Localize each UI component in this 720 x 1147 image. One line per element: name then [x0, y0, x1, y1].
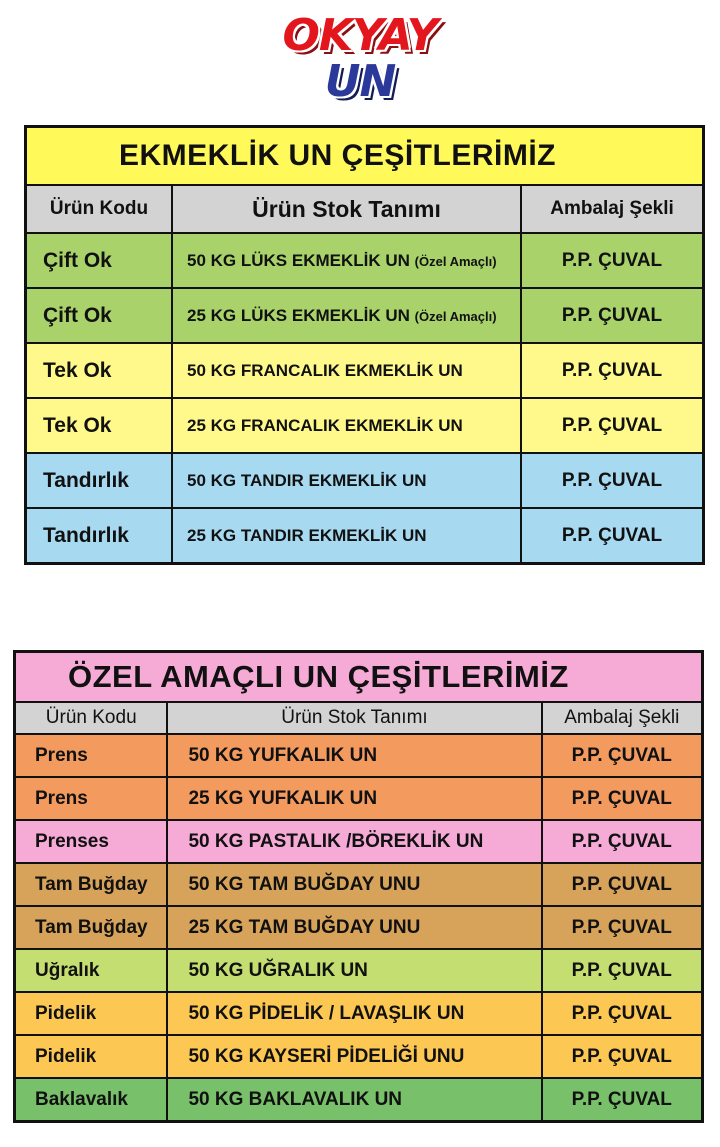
packaging-cell: P.P. ÇUVAL	[521, 233, 704, 288]
table-row	[15, 863, 703, 906]
product-code-cell: Tek Ok	[26, 398, 173, 453]
table-row	[15, 949, 703, 992]
description-text: 50 KG KAYSERİ PİDELİĞİ UNU	[188, 1045, 465, 1067]
table-header-row	[26, 185, 704, 233]
table-row	[15, 734, 703, 777]
description-text: 25 KG YUFKALIK UN	[188, 787, 378, 809]
table-header-row	[15, 702, 703, 734]
stock-description-cell	[172, 233, 521, 288]
description-text: 50 KG FRANCALIK EKMEKLİK UN	[187, 360, 463, 380]
stock-description-cell	[172, 453, 521, 508]
stock-description-cell	[167, 1035, 541, 1078]
product-code-cell: Pidelik	[15, 1035, 168, 1078]
stock-description-cell	[167, 992, 541, 1035]
header-stock-description: Ürün Stok Tanımı	[172, 185, 521, 233]
packaging-cell: P.P. ÇUVAL	[521, 453, 704, 508]
table-row	[26, 288, 704, 343]
packaging-cell: P.P. ÇUVAL	[542, 777, 703, 820]
packaging-cell: P.P. ÇUVAL	[542, 734, 703, 777]
packaging-cell: P.P. ÇUVAL	[542, 1035, 703, 1078]
description-text: 50 KG BAKLAVALIK UN	[188, 1088, 403, 1110]
brand-logo	[0, 8, 720, 108]
logo-line-okyay: OKYAY	[282, 10, 438, 61]
table-title-row	[15, 652, 703, 703]
description-text: 25 KG TANDIR EKMEKLİK UN	[187, 525, 427, 545]
product-code-cell: Çift Ok	[26, 288, 173, 343]
packaging-cell: P.P. ÇUVAL	[521, 343, 704, 398]
packaging-cell: P.P. ÇUVAL	[542, 992, 703, 1035]
stock-description-cell	[167, 734, 541, 777]
product-code-cell: Tandırlık	[26, 508, 173, 564]
description-text: 50 KG TANDIR EKMEKLİK UN	[187, 470, 427, 490]
header-stock-description: Ürün Stok Tanımı	[167, 702, 541, 734]
product-code-cell: Prens	[15, 777, 168, 820]
stock-description-cell	[172, 398, 521, 453]
stock-description-cell	[172, 288, 521, 343]
stock-description-cell	[167, 1078, 541, 1122]
table-row	[15, 1035, 703, 1078]
stock-description-cell	[167, 820, 541, 863]
packaging-cell: P.P. ÇUVAL	[521, 508, 704, 564]
table-title-row	[26, 127, 704, 186]
description-text: 25 KG FRANCALIK EKMEKLİK UN	[187, 415, 463, 435]
description-text: 50 KG PASTALIK /BÖREKLİK UN	[188, 830, 484, 852]
product-code-cell: Tek Ok	[26, 343, 173, 398]
table-body	[15, 734, 703, 1122]
table-row	[15, 777, 703, 820]
description-text: 50 KG PİDELİK / LAVAŞLIK UN	[188, 1002, 465, 1024]
packaging-cell: P.P. ÇUVAL	[542, 820, 703, 863]
header-packaging: Ambalaj Şekli	[521, 185, 704, 233]
packaging-cell: P.P. ÇUVAL	[542, 906, 703, 949]
product-code-cell: Pidelik	[15, 992, 168, 1035]
description-note: (Özel Amaçlı)	[414, 253, 497, 269]
packaging-cell: P.P. ÇUVAL	[542, 949, 703, 992]
stock-description-cell	[167, 949, 541, 992]
stock-description-cell	[167, 777, 541, 820]
table-row	[26, 398, 704, 453]
product-code-cell: Çift Ok	[26, 233, 173, 288]
table-body	[26, 233, 704, 564]
stock-description-cell	[172, 343, 521, 398]
packaging-cell: P.P. ÇUVAL	[521, 288, 704, 343]
bread-flour-table	[24, 125, 705, 565]
packaging-cell: P.P. ÇUVAL	[542, 1078, 703, 1122]
logo-line-un: UN	[324, 56, 396, 107]
packaging-cell: P.P. ÇUVAL	[542, 863, 703, 906]
header-product-code: Ürün Kodu	[26, 185, 173, 233]
table-row	[26, 343, 704, 398]
table-row	[26, 508, 704, 564]
table-title: EKMEKLİK UN ÇEŞİTLERİMİZ	[26, 127, 704, 186]
header-product-code: Ürün Kodu	[15, 702, 168, 734]
product-code-cell: Prenses	[15, 820, 168, 863]
table-row	[26, 453, 704, 508]
table-row	[15, 992, 703, 1035]
table-row	[15, 1078, 703, 1122]
stock-description-cell	[172, 508, 521, 564]
product-code-cell: Tam Buğday	[15, 863, 168, 906]
stock-description-cell	[167, 906, 541, 949]
product-code-cell: Prens	[15, 734, 168, 777]
description-text: 50 KG TAM BUĞDAY UNU	[188, 873, 421, 895]
product-code-cell: Baklavalık	[15, 1078, 168, 1122]
table-row	[15, 820, 703, 863]
stock-description-cell	[167, 863, 541, 906]
description-text: 25 KG TAM BUĞDAY UNU	[188, 916, 421, 938]
table-row	[15, 906, 703, 949]
description-note: (Özel Amaçlı)	[414, 308, 497, 324]
description-text: 50 KG UĞRALIK UN	[188, 959, 368, 981]
description-text: 50 KG LÜKS EKMEKLİK UN	[187, 250, 410, 270]
description-text: 25 KG LÜKS EKMEKLİK UN	[187, 305, 410, 325]
description-text: 50 KG YUFKALIK UN	[188, 744, 378, 766]
product-code-cell: Uğralık	[15, 949, 168, 992]
header-packaging: Ambalaj Şekli	[542, 702, 703, 734]
table-title: ÖZEL AMAÇLI UN ÇEŞİTLERİMİZ	[15, 652, 703, 703]
special-flour-table	[13, 650, 704, 1123]
packaging-cell: P.P. ÇUVAL	[521, 398, 704, 453]
table-row	[26, 233, 704, 288]
product-code-cell: Tam Buğday	[15, 906, 168, 949]
product-code-cell: Tandırlık	[26, 453, 173, 508]
